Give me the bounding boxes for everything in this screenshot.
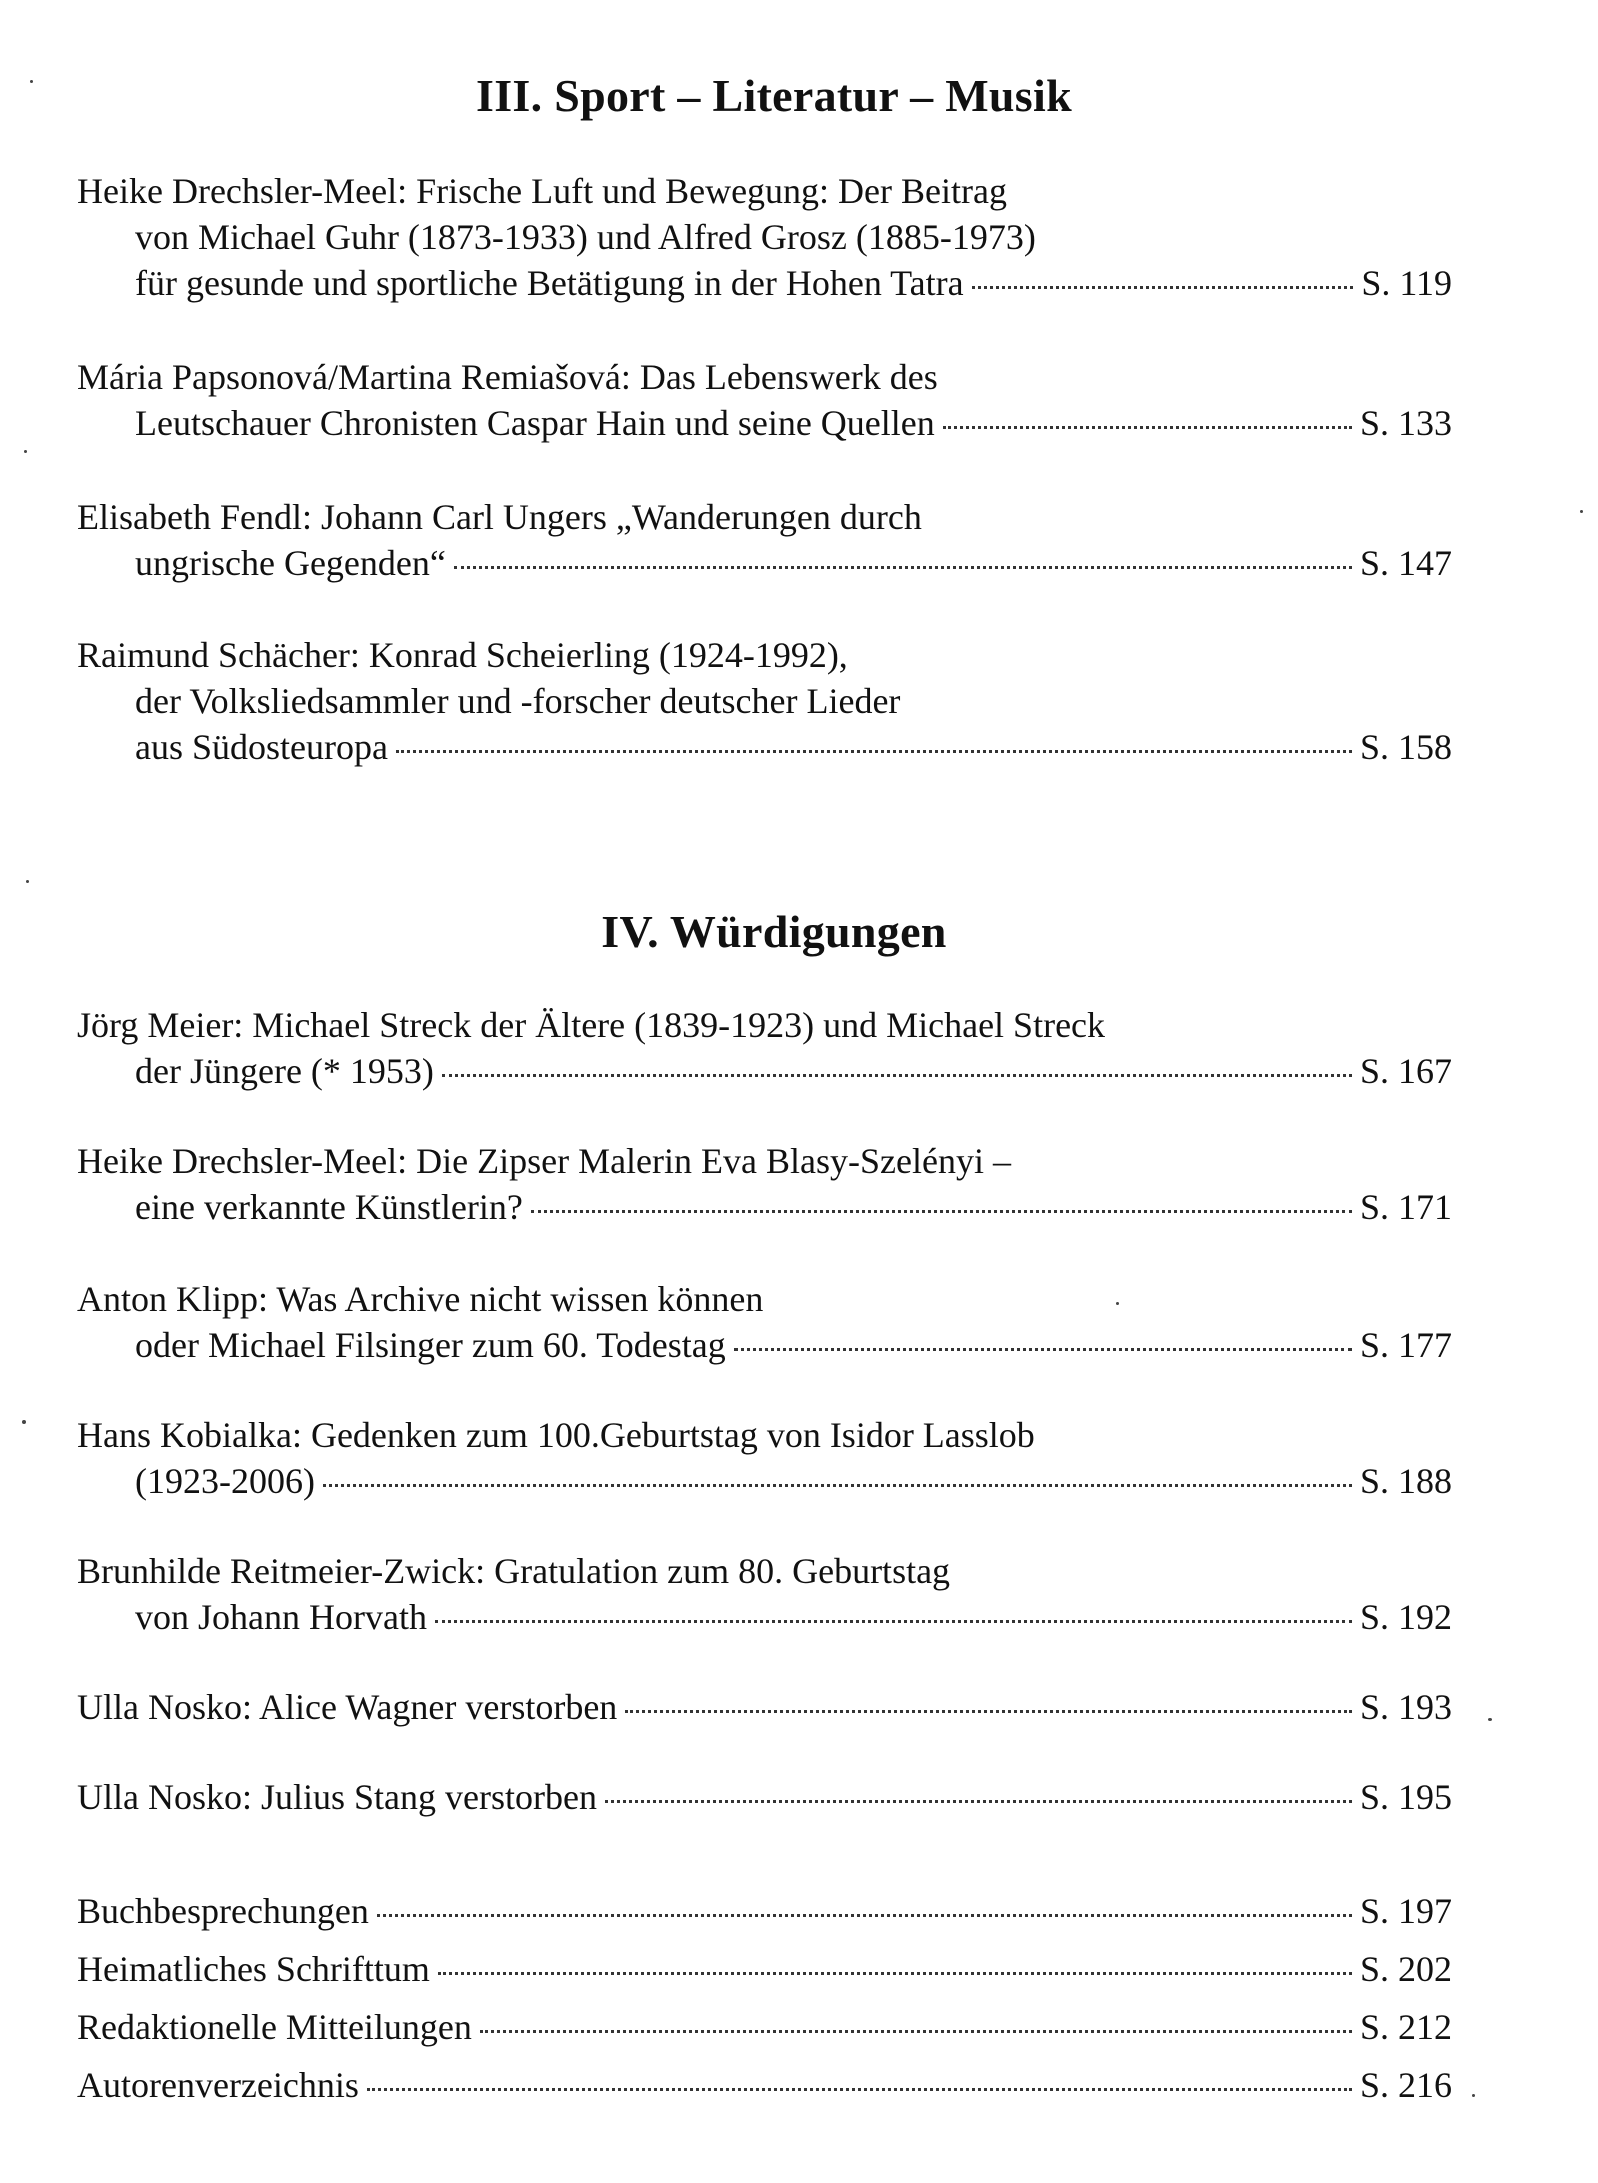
toc-entry-reitmeier-horvath xyxy=(77,1548,1452,1640)
toc-entry-fendl-unger xyxy=(77,494,1452,586)
toc-entry-meier-streck xyxy=(77,1002,1452,1094)
dot-leader xyxy=(323,1484,1352,1487)
toc-entry-last-line xyxy=(77,400,1452,446)
toc-entry-schaecher-scheierling xyxy=(77,632,1452,770)
page-number: S. 193 xyxy=(1359,1687,1452,1727)
toc-entry-line: (1923-2006) xyxy=(135,1461,315,1501)
dot-leader xyxy=(435,1620,1352,1623)
toc-entry-last-line xyxy=(77,1888,1452,1934)
toc-entry-line: von Michael Guhr (1873-1933) und Alfred Grosz (1885-1973) xyxy=(135,217,1036,257)
dot-leader xyxy=(625,1710,1352,1713)
scan-speck xyxy=(1472,2094,1475,2097)
toc-entry-kobialka-lasslob xyxy=(77,1412,1452,1504)
toc-entry-last-line xyxy=(77,1684,1452,1730)
toc-appendix-redaktionelle-mitteilungen xyxy=(77,2004,1452,2050)
page-number: S. 202 xyxy=(1359,1949,1452,1989)
toc-entry-line: Heike Drechsler-Meel: Die Zipser Malerin Eva Blasy-Szelényi – xyxy=(77,1141,1011,1181)
toc-entry-drechsler-guhr-grosz xyxy=(77,168,1452,306)
toc-entry-line: Buchbesprechungen xyxy=(77,1891,369,1931)
toc-appendix-buchbesprechungen xyxy=(77,1888,1452,1934)
dot-leader xyxy=(605,1800,1352,1803)
toc-entry-line: der Jüngere (* 1953) xyxy=(135,1051,434,1091)
toc-entry-line: Heike Drechsler-Meel: Frische Luft und Bewegung: Der Beitrag xyxy=(77,171,1007,211)
scan-speck xyxy=(26,880,29,883)
dot-leader xyxy=(442,1074,1352,1077)
toc-entry-line: für gesunde und sportliche Betätigung in der Hohen Tatra xyxy=(135,263,964,303)
toc-entry-nosko-stang xyxy=(77,1774,1452,1820)
toc-entry-last-line xyxy=(77,2004,1452,2050)
scan-speck xyxy=(24,450,27,453)
dot-leader xyxy=(454,566,1352,569)
page-number: S. 216 xyxy=(1359,2065,1452,2105)
dot-leader xyxy=(438,1972,1352,1975)
page-number: S. 158 xyxy=(1359,727,1452,767)
page-number: S. 212 xyxy=(1359,2007,1452,2047)
toc-entry-last-line xyxy=(77,724,1452,770)
toc-entry-last-line xyxy=(77,1594,1452,1640)
page-number: S. 171 xyxy=(1359,1187,1452,1227)
toc-entry-line: Jörg Meier: Michael Streck der Ältere (1839-1923) und Michael Streck xyxy=(77,1005,1106,1045)
toc-entry-line: Mária Papsonová/Martina Remiašová: Das Lebenswerk des xyxy=(77,357,938,397)
toc-entry-last-line xyxy=(77,1774,1452,1820)
toc-entry-line: Hans Kobialka: Gedenken zum 100.Geburtstag von Isidor Lasslob xyxy=(77,1415,1035,1455)
toc-entry-line: Ulla Nosko: Julius Stang verstorben xyxy=(77,1777,597,1817)
page-number: S. 147 xyxy=(1359,543,1452,583)
section-title-wuerdigungen: IV. Würdigungen xyxy=(601,906,947,957)
scan-speck xyxy=(1580,510,1583,513)
dot-leader xyxy=(734,1348,1352,1351)
toc-entry-drechsler-blasy xyxy=(77,1138,1452,1230)
dot-leader xyxy=(480,2030,1352,2033)
toc-entry-line: von Johann Horvath xyxy=(135,1597,427,1637)
section-title-sport-literatur-musik: III. Sport – Literatur – Musik xyxy=(476,70,1072,121)
toc-entry-last-line xyxy=(77,2062,1452,2108)
scan-speck xyxy=(1488,1718,1492,1721)
toc-entry-line: Anton Klipp: Was Archive nicht wissen können xyxy=(77,1279,764,1319)
toc-entry-line: Redaktionelle Mitteilungen xyxy=(77,2007,472,2047)
toc-entry-last-line xyxy=(77,540,1452,586)
toc-entry-last-line xyxy=(77,1946,1452,1992)
dot-leader xyxy=(377,1914,1352,1917)
page-number: S. 197 xyxy=(1359,1891,1452,1931)
dot-leader xyxy=(396,750,1352,753)
page-number: S. 192 xyxy=(1359,1597,1452,1637)
toc-entry-line: Heimatliches Schrifttum xyxy=(77,1949,430,1989)
page-number: S. 133 xyxy=(1359,403,1452,443)
page-number: S. 195 xyxy=(1359,1777,1452,1817)
page-number: S. 167 xyxy=(1359,1051,1452,1091)
toc-entry-last-line xyxy=(77,260,1452,306)
dot-leader xyxy=(531,1210,1352,1213)
scan-speck xyxy=(30,80,33,83)
toc-entry-nosko-wagner xyxy=(77,1684,1452,1730)
toc-entry-last-line xyxy=(77,1322,1452,1368)
page-number: S. 177 xyxy=(1359,1325,1452,1365)
toc-entry-line: Elisabeth Fendl: Johann Carl Ungers „Wanderungen durch xyxy=(77,497,922,537)
dot-leader xyxy=(367,2088,1352,2091)
toc-entry-line: Leutschauer Chronisten Caspar Hain und seine Quellen xyxy=(135,403,935,443)
toc-entry-line: ungrische Gegenden“ xyxy=(135,543,446,583)
scan-speck xyxy=(1116,1302,1119,1305)
toc-entry-last-line xyxy=(77,1458,1452,1504)
scan-speck xyxy=(22,1420,26,1424)
toc-entry-last-line xyxy=(77,1184,1452,1230)
toc-appendix-heimatliches-schrifttum xyxy=(77,1946,1452,1992)
toc-entry-papsonova-remiasova xyxy=(77,354,1452,446)
toc-entry-line: oder Michael Filsinger zum 60. Todestag xyxy=(135,1325,726,1365)
toc-entry-line: Brunhilde Reitmeier-Zwick: Gratulation zum 80. Geburtstag xyxy=(77,1551,951,1591)
toc-entry-line: aus Südosteuropa xyxy=(135,727,388,767)
dot-leader xyxy=(972,286,1354,289)
toc-entry-line: Ulla Nosko: Alice Wagner verstorben xyxy=(77,1687,618,1727)
page-number: S. 188 xyxy=(1359,1461,1452,1501)
toc-entry-klipp-filsinger xyxy=(77,1276,1452,1368)
toc-entry-line: Autorenverzeichnis xyxy=(77,2065,359,2105)
toc-entry-last-line xyxy=(77,1048,1452,1094)
toc-appendix-autorenverzeichnis xyxy=(77,2062,1452,2108)
toc-entry-line: der Volksliedsammler und -forscher deutscher Lieder xyxy=(135,681,901,721)
page-number: S. 119 xyxy=(1361,263,1452,303)
toc-entry-line: eine verkannte Künstlerin? xyxy=(135,1187,523,1227)
toc-entry-line: Raimund Schächer: Konrad Scheierling (1924-1992), xyxy=(77,635,848,675)
dot-leader xyxy=(943,426,1352,429)
